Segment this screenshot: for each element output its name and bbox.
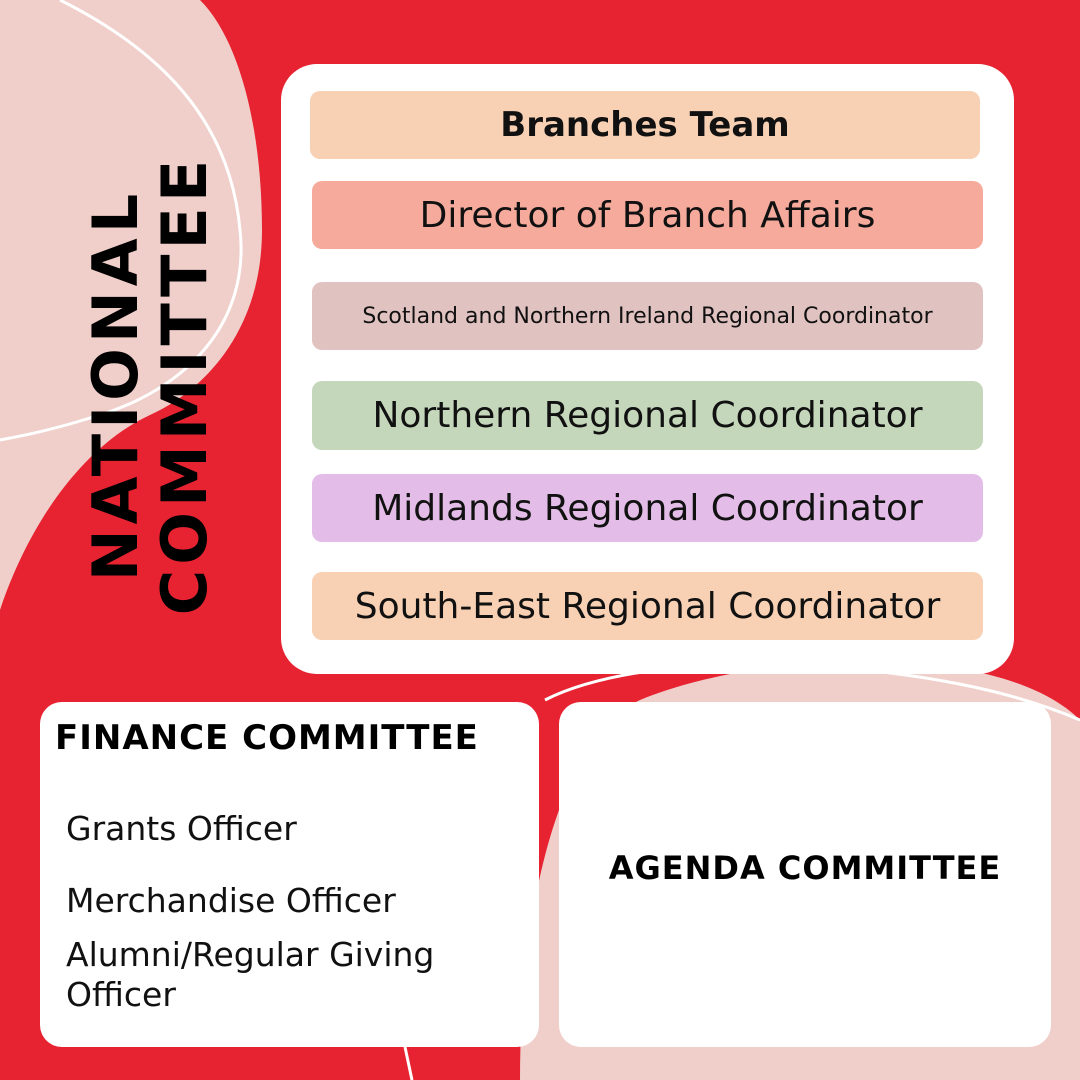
role-midlands-coordinator: Midlands Regional Coordinator bbox=[312, 474, 983, 542]
role-south-east-coordinator: South-East Regional Coordinator bbox=[312, 572, 983, 640]
finance-committee-title: FINANCE COMMITTEE bbox=[55, 718, 479, 758]
agenda-committee-card bbox=[559, 702, 1051, 1047]
title-line-national: NATIONAL bbox=[78, 188, 152, 582]
role-scotland-ni-coordinator: Scotland and Northern Ireland Regional Coordinator bbox=[312, 282, 983, 350]
national-committee-title bbox=[75, 145, 225, 625]
finance-item-merchandise-officer: Merchandise Officer bbox=[66, 881, 396, 920]
finance-committee-card bbox=[40, 702, 539, 1047]
background-line-mid bbox=[405, 1047, 412, 1080]
role-northern-coordinator: Northern Regional Coordinator bbox=[312, 381, 983, 450]
branches-team-header: Branches Team bbox=[310, 91, 980, 159]
agenda-committee-title: AGENDA COMMITTEE bbox=[608, 848, 1002, 887]
branches-team-card bbox=[281, 64, 1014, 674]
finance-item-grants-officer: Grants Officer bbox=[66, 809, 297, 848]
finance-item-alumni-giving-officer: Alumni/Regular Giving Officer bbox=[66, 935, 435, 1014]
title-line-committee: COMMITTEE bbox=[148, 154, 221, 616]
role-director-of-branch-affairs: Director of Branch Affairs bbox=[312, 181, 983, 249]
